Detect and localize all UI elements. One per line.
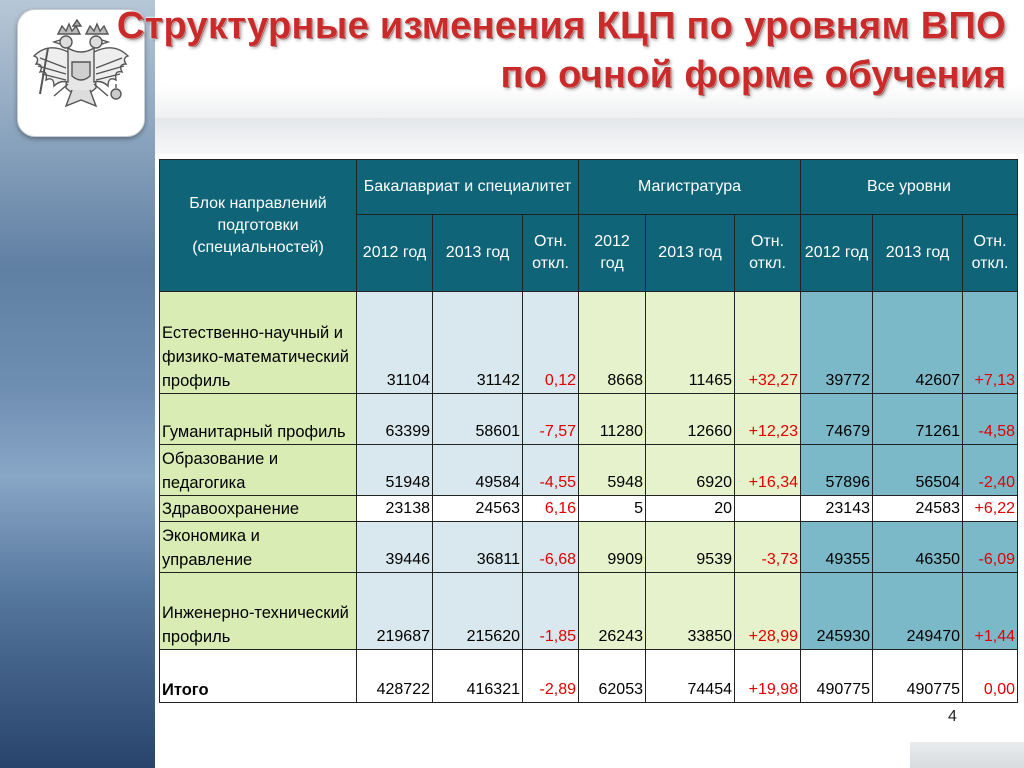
cell-mag-2012: 62053 xyxy=(579,650,646,703)
cell-mag-2012: 26243 xyxy=(579,573,646,650)
cell-all-dev: -4,58 xyxy=(963,394,1018,445)
cell-mag-dev: +28,99 xyxy=(735,573,801,650)
cell-all-2012: 49355 xyxy=(801,522,873,573)
cell-all-dev: +1,44 xyxy=(963,573,1018,650)
table-row xyxy=(160,573,1018,650)
header-group-bak: Бакалавриат и специалитет xyxy=(357,160,579,215)
cell-all-2012: 245930 xyxy=(801,573,873,650)
cell-mag-2013: 33850 xyxy=(646,573,735,650)
cell-bak-2013: 215620 xyxy=(433,573,523,650)
header-bak-2013: 2013 год xyxy=(433,215,523,292)
cell-bak-dev: -7,57 xyxy=(523,394,579,445)
row-label: Образование и педагогика xyxy=(160,445,357,496)
kcp-table xyxy=(159,159,1018,703)
cell-mag-2012: 11280 xyxy=(579,394,646,445)
cell-all-2012: 23143 xyxy=(801,496,873,522)
header-mag-dev: Отн. откл. xyxy=(735,215,801,292)
cell-all-dev: -6,09 xyxy=(963,522,1018,573)
cell-all-2013: 24583 xyxy=(873,496,963,522)
cell-bak-2013: 58601 xyxy=(433,394,523,445)
cell-all-2013: 71261 xyxy=(873,394,963,445)
header-mag-2012: 2012 год xyxy=(579,215,646,292)
header-all-dev: Отн. откл. xyxy=(963,215,1018,292)
cell-mag-dev: +19,98 xyxy=(735,650,801,703)
cell-all-dev: -2,40 xyxy=(963,445,1018,496)
header-block: Блок направлений подготовки (специальностей) xyxy=(160,160,357,292)
row-label: Здравоохранение xyxy=(160,496,357,522)
cell-bak-dev: 6,16 xyxy=(523,496,579,522)
title-line-1: Структурные изменения КЦП по уровням ВПО xyxy=(116,5,1006,47)
title-band-shadow xyxy=(155,118,1024,154)
cell-bak-2012: 219687 xyxy=(357,573,433,650)
cell-bak-dev: -2,89 xyxy=(523,650,579,703)
table-row xyxy=(160,496,1018,522)
cell-mag-2013: 12660 xyxy=(646,394,735,445)
cell-mag-dev: +16,34 xyxy=(735,445,801,496)
cell-bak-dev: -6,68 xyxy=(523,522,579,573)
cell-bak-2013: 416321 xyxy=(433,650,523,703)
header-bak-2012: 2012 год xyxy=(357,215,433,292)
table-row-total xyxy=(160,650,1018,703)
table-row xyxy=(160,394,1018,445)
table-row xyxy=(160,445,1018,496)
table-row xyxy=(160,292,1018,394)
cell-bak-2012: 31104 xyxy=(357,292,433,394)
cell-all-dev: +6,22 xyxy=(963,496,1018,522)
cell-bak-2012: 23138 xyxy=(357,496,433,522)
header-all-2012: 2012 год xyxy=(801,215,873,292)
cell-all-2012: 490775 xyxy=(801,650,873,703)
row-label: Инженерно-технический профиль xyxy=(160,573,357,650)
cell-mag-2013: 6920 xyxy=(646,445,735,496)
cell-bak-dev: -4,55 xyxy=(523,445,579,496)
cell-mag-2012: 9909 xyxy=(579,522,646,573)
cell-all-dev: +7,13 xyxy=(963,292,1018,394)
cell-mag-2012: 5948 xyxy=(579,445,646,496)
cell-mag-dev: +12,23 xyxy=(735,394,801,445)
cell-bak-dev: 0,12 xyxy=(523,292,579,394)
cell-all-2013: 56504 xyxy=(873,445,963,496)
cell-bak-dev: -1,85 xyxy=(523,573,579,650)
row-label: Гуманитарный профиль xyxy=(160,394,357,445)
cell-bak-2013: 31142 xyxy=(433,292,523,394)
table-row xyxy=(160,522,1018,573)
cell-all-2013: 42607 xyxy=(873,292,963,394)
header-group-mag: Магистратура xyxy=(579,160,801,215)
cell-mag-dev: +32,27 xyxy=(735,292,801,394)
bottom-decoration xyxy=(910,742,1024,768)
row-label: Экономика и управление xyxy=(160,522,357,573)
page-title xyxy=(117,2,1006,100)
cell-mag-dev: -3,73 xyxy=(735,522,801,573)
title-line-2: по очной форме обучения xyxy=(500,54,1006,96)
cell-bak-2013: 36811 xyxy=(433,522,523,573)
row-label-total: Итого xyxy=(160,650,357,703)
cell-bak-2012: 428722 xyxy=(357,650,433,703)
cell-all-2013: 46350 xyxy=(873,522,963,573)
cell-all-dev: 0,00 xyxy=(963,650,1018,703)
cell-mag-2012: 5 xyxy=(579,496,646,522)
cell-all-2012: 39772 xyxy=(801,292,873,394)
cell-mag-2013: 20 xyxy=(646,496,735,522)
cell-all-2012: 57896 xyxy=(801,445,873,496)
cell-bak-2012: 39446 xyxy=(357,522,433,573)
header-mag-2013: 2013 год xyxy=(646,215,735,292)
cell-all-2013: 249470 xyxy=(873,573,963,650)
cell-mag-2013: 11465 xyxy=(646,292,735,394)
cell-all-2012: 74679 xyxy=(801,394,873,445)
cell-all-2013: 490775 xyxy=(873,650,963,703)
row-label: Естественно-научный и физико-математический профиль xyxy=(160,292,357,394)
header-all-2013: 2013 год xyxy=(873,215,963,292)
cell-bak-2012: 63399 xyxy=(357,394,433,445)
page-number: 4 xyxy=(948,708,957,725)
cell-mag-2012: 8668 xyxy=(579,292,646,394)
cell-bak-2013: 24563 xyxy=(433,496,523,522)
cell-bak-2013: 49584 xyxy=(433,445,523,496)
cell-mag-2013: 74454 xyxy=(646,650,735,703)
cell-bak-2012: 51948 xyxy=(357,445,433,496)
cell-mag-dev xyxy=(735,496,801,522)
header-bak-dev: Отн. откл. xyxy=(523,215,579,292)
header-group-all: Все уровни xyxy=(801,160,1018,215)
cell-mag-2013: 9539 xyxy=(646,522,735,573)
